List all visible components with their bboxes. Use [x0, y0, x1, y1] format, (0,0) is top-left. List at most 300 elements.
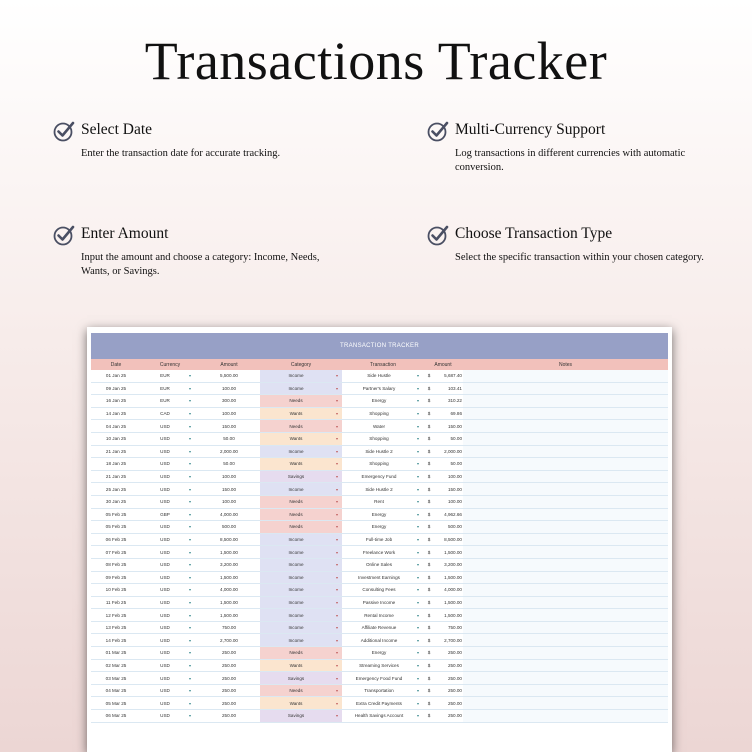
cell-date[interactable]: 21 Jan 25: [105, 474, 127, 480]
dropdown-arrow-icon[interactable]: ▾: [188, 448, 191, 454]
dropdown-arrow-icon[interactable]: ▾: [416, 499, 419, 505]
cell-amount[interactable]: 50.00: [223, 436, 235, 442]
cell-converted-amount: 750.00: [447, 625, 462, 631]
dropdown-arrow-icon[interactable]: ▾: [188, 700, 191, 706]
cell-transaction[interactable]: [343, 471, 423, 483]
currency-symbol: $: [427, 688, 431, 694]
transaction-label: Side Hustle: [367, 373, 391, 379]
cell-amount[interactable]: 1,500.00: [220, 574, 238, 580]
cell-currency[interactable]: EUR: [160, 398, 170, 404]
cell-notes[interactable]: [463, 420, 668, 432]
cell-currency[interactable]: GBP: [160, 511, 170, 517]
dropdown-arrow-icon[interactable]: ▾: [416, 650, 419, 656]
category-label: Income: [288, 537, 304, 543]
header-category: Category: [290, 361, 312, 368]
dropdown-arrow-icon[interactable]: ▾: [335, 436, 338, 442]
cell-currency[interactable]: USD: [160, 524, 170, 530]
dropdown-arrow-icon[interactable]: ▾: [335, 625, 338, 631]
cell-currency[interactable]: USD: [160, 713, 170, 719]
spreadsheet-preview: [87, 327, 672, 752]
dropdown-arrow-icon[interactable]: ▾: [335, 474, 338, 480]
cell-amount[interactable]: 300.00: [221, 398, 237, 404]
feature-description: Log transactions in different currencies with automatic conversion.: [455, 148, 686, 173]
cell-transaction[interactable]: [343, 660, 423, 672]
cell-notes[interactable]: [463, 660, 668, 672]
cell-date[interactable]: 12 Feb 25: [105, 612, 127, 618]
cell-notes[interactable]: [463, 395, 668, 407]
dropdown-arrow-icon[interactable]: ▾: [416, 436, 419, 442]
cell-amount[interactable]: 250.00: [221, 688, 237, 694]
cell-amount[interactable]: 100.00: [221, 411, 237, 417]
cell-amount[interactable]: 1,500.00: [220, 612, 238, 618]
cell-date[interactable]: 06 Mar 25: [105, 713, 127, 719]
cell-transaction[interactable]: [343, 672, 423, 684]
dropdown-arrow-icon[interactable]: ▾: [416, 537, 419, 543]
cell-converted-amount: 150.00: [447, 423, 462, 429]
cell-date[interactable]: 05 Mar 25: [105, 700, 127, 706]
feature-heading: Choose Transaction Type: [455, 225, 613, 242]
cell-notes[interactable]: [463, 685, 668, 697]
dropdown-arrow-icon[interactable]: ▾: [188, 587, 191, 593]
cell-category[interactable]: [260, 647, 342, 659]
cell-date[interactable]: 07 Feb 25: [105, 549, 127, 555]
dropdown-arrow-icon[interactable]: ▾: [188, 499, 191, 505]
cell-transaction[interactable]: [343, 433, 423, 445]
cell-category[interactable]: [260, 572, 342, 584]
dropdown-arrow-icon[interactable]: ▾: [335, 662, 338, 668]
dropdown-arrow-icon[interactable]: ▾: [188, 436, 191, 442]
cell-category[interactable]: [260, 697, 342, 709]
cell-date[interactable]: 18 Jan 25: [105, 461, 127, 467]
cell-category[interactable]: [260, 458, 342, 470]
cell-date[interactable]: 08 Feb 25: [105, 562, 127, 568]
cell-category[interactable]: [260, 672, 342, 684]
dropdown-arrow-icon[interactable]: ▾: [188, 486, 191, 492]
cell-transaction[interactable]: [343, 534, 423, 546]
cell-converted-amount: 50.00: [450, 436, 462, 442]
cell-category[interactable]: [260, 383, 342, 395]
cell-notes[interactable]: [463, 408, 668, 420]
cell-currency[interactable]: USD: [160, 423, 170, 429]
cell-transaction[interactable]: [343, 559, 423, 571]
dropdown-arrow-icon[interactable]: ▾: [335, 713, 338, 719]
cell-currency[interactable]: USD: [160, 549, 170, 555]
cell-currency[interactable]: USD: [160, 574, 170, 580]
cell-transaction[interactable]: [343, 685, 423, 697]
cell-date[interactable]: 06 Feb 25: [105, 537, 127, 543]
cell-amount[interactable]: 1,500.00: [220, 549, 238, 555]
dropdown-arrow-icon[interactable]: ▾: [416, 713, 419, 719]
dropdown-arrow-icon[interactable]: ▾: [335, 524, 338, 530]
cell-notes[interactable]: [463, 483, 668, 495]
cell-category[interactable]: [260, 559, 342, 571]
cell-date[interactable]: 11 Feb 25: [105, 599, 127, 605]
cell-currency[interactable]: CAD: [160, 411, 170, 417]
dropdown-arrow-icon[interactable]: ▾: [416, 549, 419, 555]
cell-currency[interactable]: USD: [160, 612, 170, 618]
cell-category[interactable]: [260, 710, 342, 722]
cell-category[interactable]: [260, 483, 342, 495]
table-row: [91, 597, 668, 610]
cell-currency[interactable]: USD: [160, 499, 170, 505]
category-label: Income: [288, 549, 304, 555]
transaction-label: Consulting Fees: [362, 587, 396, 593]
cell-currency[interactable]: USD: [160, 486, 170, 492]
dropdown-arrow-icon[interactable]: ▾: [335, 700, 338, 706]
dropdown-arrow-icon[interactable]: ▾: [335, 461, 338, 467]
cell-amount[interactable]: 4,000.00: [220, 587, 238, 593]
dropdown-arrow-icon[interactable]: ▾: [335, 373, 338, 379]
cell-amount[interactable]: 50.00: [223, 461, 235, 467]
cell-category[interactable]: [260, 685, 342, 697]
cell-notes[interactable]: [463, 559, 668, 571]
dropdown-arrow-icon[interactable]: ▾: [416, 574, 419, 580]
cell-amount[interactable]: 1,500.00: [220, 599, 238, 605]
dropdown-arrow-icon[interactable]: ▾: [416, 373, 419, 379]
transaction-label: Freelance Work: [362, 549, 396, 555]
cell-transaction[interactable]: [343, 458, 423, 470]
dropdown-arrow-icon[interactable]: ▾: [188, 637, 191, 643]
cell-currency[interactable]: USD: [160, 625, 170, 631]
cell-transaction[interactable]: [343, 697, 423, 709]
dropdown-arrow-icon[interactable]: ▾: [335, 688, 338, 694]
cell-date[interactable]: 05 Feb 25: [105, 511, 127, 517]
cell-date[interactable]: 30 Jan 25: [105, 499, 127, 505]
cell-amount[interactable]: 2,700.00: [220, 637, 238, 643]
currency-symbol: $: [427, 675, 431, 681]
dropdown-arrow-icon[interactable]: ▾: [188, 625, 191, 631]
cell-notes[interactable]: [463, 433, 668, 445]
dropdown-arrow-icon[interactable]: ▾: [416, 587, 419, 593]
cell-transaction[interactable]: [343, 622, 423, 634]
dropdown-arrow-icon[interactable]: ▾: [188, 411, 191, 417]
dropdown-arrow-icon[interactable]: ▾: [188, 599, 191, 605]
cell-notes[interactable]: [463, 710, 668, 722]
cell-amount[interactable]: 100.00: [221, 385, 237, 391]
dropdown-arrow-icon[interactable]: ▾: [335, 562, 338, 568]
cell-currency[interactable]: USD: [160, 662, 170, 668]
cell-notes[interactable]: [463, 509, 668, 521]
cell-amount[interactable]: 150.00: [221, 486, 237, 492]
cell-currency[interactable]: USD: [160, 675, 170, 681]
cell-transaction[interactable]: [343, 446, 423, 458]
dropdown-arrow-icon[interactable]: ▾: [188, 373, 191, 379]
cell-transaction[interactable]: [343, 647, 423, 659]
cell-date[interactable]: 01 Mar 25: [105, 650, 127, 656]
cell-amount[interactable]: 750.00: [221, 625, 237, 631]
cell-amount[interactable]: 8,500.00: [220, 537, 238, 543]
table-row: [91, 471, 668, 484]
currency-symbol: $: [427, 713, 431, 719]
cell-category[interactable]: [260, 660, 342, 672]
cell-notes[interactable]: [463, 534, 668, 546]
cell-notes[interactable]: [463, 697, 668, 709]
cell-notes[interactable]: [463, 622, 668, 634]
header-transaction: Transaction: [370, 361, 396, 368]
category-label: Income: [288, 373, 304, 379]
cell-amount[interactable]: 100.00: [221, 474, 237, 480]
transaction-label: Shopping: [369, 436, 389, 442]
dropdown-arrow-icon[interactable]: ▾: [335, 398, 338, 404]
cell-amount[interactable]: 100.00: [221, 499, 237, 505]
cell-notes[interactable]: [463, 597, 668, 609]
dropdown-arrow-icon[interactable]: ▾: [335, 574, 338, 580]
cell-date[interactable]: 13 Feb 25: [105, 625, 127, 631]
cell-amount[interactable]: 5,500.00: [220, 373, 238, 379]
dropdown-arrow-icon[interactable]: ▾: [335, 411, 338, 417]
category-label: Income: [288, 486, 304, 492]
cell-amount[interactable]: 250.00: [221, 675, 237, 681]
cell-currency[interactable]: USD: [160, 461, 170, 467]
dropdown-arrow-icon[interactable]: ▾: [335, 448, 338, 454]
category-label: Income: [288, 385, 304, 391]
dropdown-arrow-icon[interactable]: ▾: [416, 688, 419, 694]
cell-currency[interactable]: USD: [160, 700, 170, 706]
dropdown-arrow-icon[interactable]: ▾: [188, 398, 191, 404]
cell-amount[interactable]: 150.00: [221, 423, 237, 429]
dropdown-arrow-icon[interactable]: ▾: [416, 448, 419, 454]
cell-notes[interactable]: [463, 572, 668, 584]
page-title: Transactions Tracker: [144, 31, 608, 91]
cell-date[interactable]: 03 Mar 25: [105, 675, 127, 681]
cell-currency[interactable]: USD: [160, 599, 170, 605]
cell-notes[interactable]: [463, 446, 668, 458]
cell-transaction[interactable]: [343, 420, 423, 432]
dropdown-arrow-icon[interactable]: ▾: [416, 474, 419, 480]
dropdown-arrow-icon[interactable]: ▾: [335, 599, 338, 605]
cell-date[interactable]: 14 Jan 25: [105, 411, 127, 417]
cell-amount[interactable]: 250.00: [221, 700, 237, 706]
dropdown-arrow-icon[interactable]: ▾: [416, 461, 419, 467]
cell-date[interactable]: 21 Jan 25: [105, 448, 127, 454]
cell-notes[interactable]: [463, 496, 668, 508]
cell-currency[interactable]: USD: [160, 562, 170, 568]
dropdown-arrow-icon[interactable]: ▾: [335, 537, 338, 543]
dropdown-arrow-icon[interactable]: ▾: [416, 637, 419, 643]
dropdown-arrow-icon[interactable]: ▾: [416, 511, 419, 517]
dropdown-arrow-icon[interactable]: ▾: [416, 385, 419, 391]
cell-category[interactable]: [260, 420, 342, 432]
table-row: [91, 509, 668, 522]
cell-category[interactable]: [260, 521, 342, 533]
cell-amount[interactable]: 250.00: [221, 713, 237, 719]
table-row: [91, 647, 668, 660]
dropdown-arrow-icon[interactable]: ▾: [335, 612, 338, 618]
table-row: [91, 572, 668, 585]
currency-symbol: $: [427, 662, 431, 668]
cell-transaction[interactable]: [343, 383, 423, 395]
cell-category[interactable]: [260, 622, 342, 634]
dropdown-arrow-icon[interactable]: ▾: [188, 549, 191, 555]
table-row: [91, 710, 668, 723]
cell-transaction[interactable]: [343, 546, 423, 558]
dropdown-arrow-icon[interactable]: ▾: [416, 524, 419, 530]
cell-amount[interactable]: 3,200.00: [220, 562, 238, 568]
dropdown-arrow-icon[interactable]: ▾: [188, 662, 191, 668]
dropdown-arrow-icon[interactable]: ▾: [416, 562, 419, 568]
cell-notes[interactable]: [463, 609, 668, 621]
cell-notes[interactable]: [463, 521, 668, 533]
cell-date[interactable]: 09 Feb 25: [105, 574, 127, 580]
cell-transaction[interactable]: [343, 408, 423, 420]
dropdown-arrow-icon[interactable]: ▾: [335, 499, 338, 505]
cell-category[interactable]: [260, 509, 342, 521]
cell-transaction[interactable]: [343, 483, 423, 495]
cell-currency[interactable]: USD: [160, 587, 170, 593]
dropdown-arrow-icon[interactable]: ▾: [188, 511, 191, 517]
dropdown-arrow-icon[interactable]: ▾: [416, 398, 419, 404]
dropdown-arrow-icon[interactable]: ▾: [335, 650, 338, 656]
cell-currency[interactable]: EUR: [160, 385, 170, 391]
dropdown-arrow-icon[interactable]: ▾: [416, 675, 419, 681]
feature-heading: Enter Amount: [81, 225, 169, 242]
dropdown-arrow-icon[interactable]: ▾: [188, 562, 191, 568]
cell-date[interactable]: 09 Jan 25: [105, 385, 127, 391]
dropdown-arrow-icon[interactable]: ▾: [188, 524, 191, 530]
cell-transaction[interactable]: [343, 572, 423, 584]
cell-transaction[interactable]: [343, 609, 423, 621]
cell-transaction[interactable]: [343, 395, 423, 407]
cell-amount[interactable]: 2,000.00: [220, 448, 238, 454]
table-row: [91, 584, 668, 597]
dropdown-arrow-icon[interactable]: ▾: [188, 713, 191, 719]
currency-symbol: $: [427, 448, 431, 454]
cell-category[interactable]: [260, 496, 342, 508]
cell-amount[interactable]: 250.00: [221, 650, 237, 656]
cell-date[interactable]: 14 Feb 25: [105, 637, 127, 643]
dropdown-arrow-icon[interactable]: ▾: [188, 650, 191, 656]
dropdown-arrow-icon[interactable]: ▾: [188, 688, 191, 694]
cell-category[interactable]: [260, 370, 342, 382]
cell-category[interactable]: [260, 408, 342, 420]
cell-converted-amount: 250.00: [447, 675, 462, 681]
dropdown-arrow-icon[interactable]: ▾: [335, 549, 338, 555]
cell-category[interactable]: [260, 597, 342, 609]
cell-currency[interactable]: USD: [160, 650, 170, 656]
cell-notes[interactable]: [463, 370, 668, 382]
cell-category[interactable]: [260, 395, 342, 407]
dropdown-arrow-icon[interactable]: ▾: [416, 423, 419, 429]
dropdown-arrow-icon[interactable]: ▾: [188, 461, 191, 467]
cell-notes[interactable]: [463, 383, 668, 395]
cell-date[interactable]: 16 Jan 25: [105, 398, 127, 404]
dropdown-arrow-icon[interactable]: ▾: [188, 537, 191, 543]
cell-currency[interactable]: EUR: [160, 373, 170, 379]
currency-symbol: $: [427, 423, 431, 429]
dropdown-arrow-icon[interactable]: ▾: [416, 662, 419, 668]
dropdown-arrow-icon[interactable]: ▾: [188, 423, 191, 429]
cell-amount[interactable]: 250.00: [221, 662, 237, 668]
cell-converted-amount: 100.00: [447, 474, 462, 480]
cell-date[interactable]: 05 Feb 25: [105, 524, 127, 530]
dropdown-arrow-icon[interactable]: ▾: [416, 486, 419, 492]
cell-amount[interactable]: 4,000.00: [220, 511, 238, 517]
cell-currency[interactable]: USD: [160, 474, 170, 480]
cell-transaction[interactable]: [343, 370, 423, 382]
cell-category[interactable]: [260, 546, 342, 558]
cell-date[interactable]: 10 Jan 25: [105, 436, 127, 442]
cell-category[interactable]: [260, 471, 342, 483]
category-label: Income: [288, 562, 304, 568]
cell-currency[interactable]: USD: [160, 537, 170, 543]
cell-date[interactable]: 01 Jan 25: [105, 373, 127, 379]
cell-category[interactable]: [260, 534, 342, 546]
cell-date[interactable]: 10 Feb 25: [105, 587, 127, 593]
dropdown-arrow-icon[interactable]: ▾: [188, 612, 191, 618]
cell-currency[interactable]: USD: [160, 448, 170, 454]
cell-category[interactable]: [260, 446, 342, 458]
cell-transaction[interactable]: [343, 710, 423, 722]
cell-notes[interactable]: [463, 647, 668, 659]
dropdown-arrow-icon[interactable]: ▾: [416, 411, 419, 417]
cell-date[interactable]: 04 Mar 25: [105, 688, 127, 694]
dropdown-arrow-icon[interactable]: ▾: [335, 385, 338, 391]
table-row: [91, 660, 668, 673]
dropdown-arrow-icon[interactable]: ▾: [416, 625, 419, 631]
cell-notes[interactable]: [463, 672, 668, 684]
cell-category[interactable]: [260, 433, 342, 445]
cell-date[interactable]: 04 Jan 25: [105, 423, 127, 429]
transaction-label: Extra Credit Payments: [356, 700, 402, 706]
cell-currency[interactable]: USD: [160, 637, 170, 643]
category-label: Needs: [289, 511, 303, 517]
cell-currency[interactable]: USD: [160, 688, 170, 694]
dropdown-arrow-icon[interactable]: ▾: [335, 675, 338, 681]
currency-symbol: $: [427, 385, 431, 391]
cell-notes[interactable]: [463, 458, 668, 470]
cell-transaction[interactable]: [343, 496, 423, 508]
dropdown-arrow-icon[interactable]: ▾: [188, 385, 191, 391]
dropdown-arrow-icon[interactable]: ▾: [188, 574, 191, 580]
cell-transaction[interactable]: [343, 521, 423, 533]
cell-converted-amount: 1,500.00: [444, 549, 462, 555]
transaction-label: Energy: [371, 398, 387, 404]
table-row: [91, 496, 668, 509]
category-label: Income: [288, 574, 304, 580]
cell-converted-amount: 100.00: [447, 499, 462, 505]
dropdown-arrow-icon[interactable]: ▾: [188, 474, 191, 480]
dropdown-arrow-icon[interactable]: ▾: [416, 599, 419, 605]
cell-notes[interactable]: [463, 546, 668, 558]
dropdown-arrow-icon[interactable]: ▾: [335, 486, 338, 492]
dropdown-arrow-icon[interactable]: ▾: [188, 675, 191, 681]
transaction-label: Partner's Salary: [362, 385, 396, 391]
cell-notes[interactable]: [463, 584, 668, 596]
dropdown-arrow-icon[interactable]: ▾: [335, 423, 338, 429]
dropdown-arrow-icon[interactable]: ▾: [416, 700, 419, 706]
dropdown-arrow-icon[interactable]: ▾: [335, 587, 338, 593]
cell-date[interactable]: 02 Mar 25: [105, 662, 127, 668]
cell-currency[interactable]: USD: [160, 436, 170, 442]
cell-amount[interactable]: 500.00: [221, 524, 237, 530]
dropdown-arrow-icon[interactable]: ▾: [335, 511, 338, 517]
cell-transaction[interactable]: [343, 597, 423, 609]
cell-notes[interactable]: [463, 471, 668, 483]
cell-category[interactable]: [260, 634, 342, 646]
cell-transaction[interactable]: [343, 634, 423, 646]
cell-transaction[interactable]: [343, 509, 423, 521]
cell-category[interactable]: [260, 609, 342, 621]
cell-transaction[interactable]: [343, 584, 423, 596]
transaction-label: Energy: [371, 524, 387, 530]
cell-notes[interactable]: [463, 634, 668, 646]
cell-date[interactable]: 25 Jan 25: [105, 486, 127, 492]
table-row: [91, 634, 668, 647]
transaction-label: Side Hustle 2: [365, 448, 393, 454]
dropdown-arrow-icon[interactable]: ▾: [335, 637, 338, 643]
dropdown-arrow-icon[interactable]: ▾: [416, 612, 419, 618]
cell-category[interactable]: [260, 584, 342, 596]
